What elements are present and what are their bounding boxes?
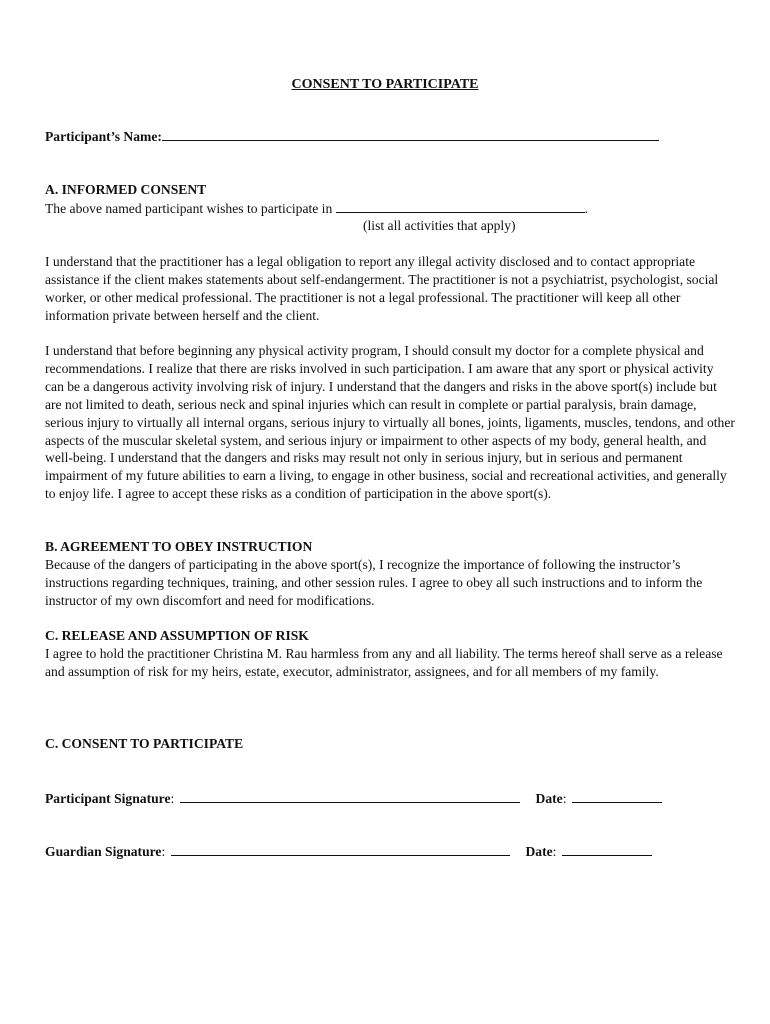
participant-signature-field[interactable]: [180, 789, 520, 803]
participant-name-field[interactable]: [162, 127, 659, 141]
participant-name-label: Participant’s Name:: [45, 129, 162, 144]
activity-field[interactable]: [336, 199, 585, 213]
section-b-paragraph: Because of the dangers of participating in the above sport(s), I recognize the importance of following the instructor’s instructions regarding techniques, training, and other session rules. I agree to obey all such instructions and to inform the instructor of my own discomfort and need for modifications.: [45, 557, 703, 608]
activity-line-text: The above named participant wishes to participate in: [45, 201, 333, 216]
guardian-date-label: Date: [525, 844, 553, 859]
guardian-date-field[interactable]: [562, 842, 652, 856]
guardian-signature-field[interactable]: [171, 842, 510, 856]
participant-signature-label: Participant Signature: [45, 791, 171, 806]
participant-date-field[interactable]: [572, 789, 662, 803]
participant-date-colon: :: [562, 791, 567, 806]
section-a-paragraph-2: I understand that before beginning any physical activity program, I should consult my doctor for a complete physical and recommendations. I realize that there are risks involved in such participation. I am aware that any sport or physical activity can be a dangerous activity involving risk of injury. I understand that the dangers and risks in the above sport(s) include but are not limited to death, serious neck and spinal injuries which can result in complete or partial paralysis, brain damage, serious injury to virtually all internal organs, serious injury to virtually all bones, joints, ligaments, muscles, tendons, and other aspects of the muscular skeletal system, and serious injury or impairment to other aspects of my body, general health, and well-being. I understand that the dangers and risks may result not only in serious injury, but in serious and permanent impairment of my future abilities to earn a living, to engage in other business, social and recreational activities, and generally to enjoy life. I agree to accept these risks as a condition of participation in the above sport(s).: [45, 343, 735, 502]
guardian-signature-label: Guardian Signature: [45, 844, 162, 859]
participant-name-row: [45, 127, 659, 145]
participant-date-label: Date: [535, 791, 563, 806]
section-a-paragraph-1: I understand that the practitioner has a legal obligation to report any illegal activity disclosed and to contact appropriate assistance if the client makes statements about self-endangerment. The practitioner is not a psychiatrist, psychologist, social worker, or other medical professional. The practitioner is not a legal professional. The practitioner will keep all other information private between herself and the client.: [45, 254, 719, 323]
guardian-signature-row: [45, 842, 652, 860]
activity-row: [45, 199, 588, 217]
activity-line-end: .: [584, 201, 589, 216]
participant-signature-colon: :: [170, 791, 175, 806]
section-c-consent-heading: C. CONSENT TO PARTICIPATE: [45, 736, 244, 751]
activity-hint: (list all activities that apply): [363, 218, 516, 233]
section-a-heading: A. INFORMED CONSENT: [45, 182, 207, 197]
section-b-heading: B. AGREEMENT TO OBEY INSTRUCTION: [45, 539, 313, 554]
participant-signature-row: [45, 789, 662, 807]
guardian-signature-colon: :: [161, 844, 166, 859]
section-c-release-paragraph: I agree to hold the practitioner Christina M. Rau harmless from any and all liability. The terms hereof shall serve as a release and assumption of risk for my heirs, estate, executor, administrator, assignees, and for all members of my family.: [45, 646, 723, 679]
section-c-release-heading: C. RELEASE AND ASSUMPTION OF RISK: [45, 628, 309, 643]
document-title: CONSENT TO PARTICIPATE: [291, 77, 479, 92]
guardian-date-colon: :: [552, 844, 557, 859]
